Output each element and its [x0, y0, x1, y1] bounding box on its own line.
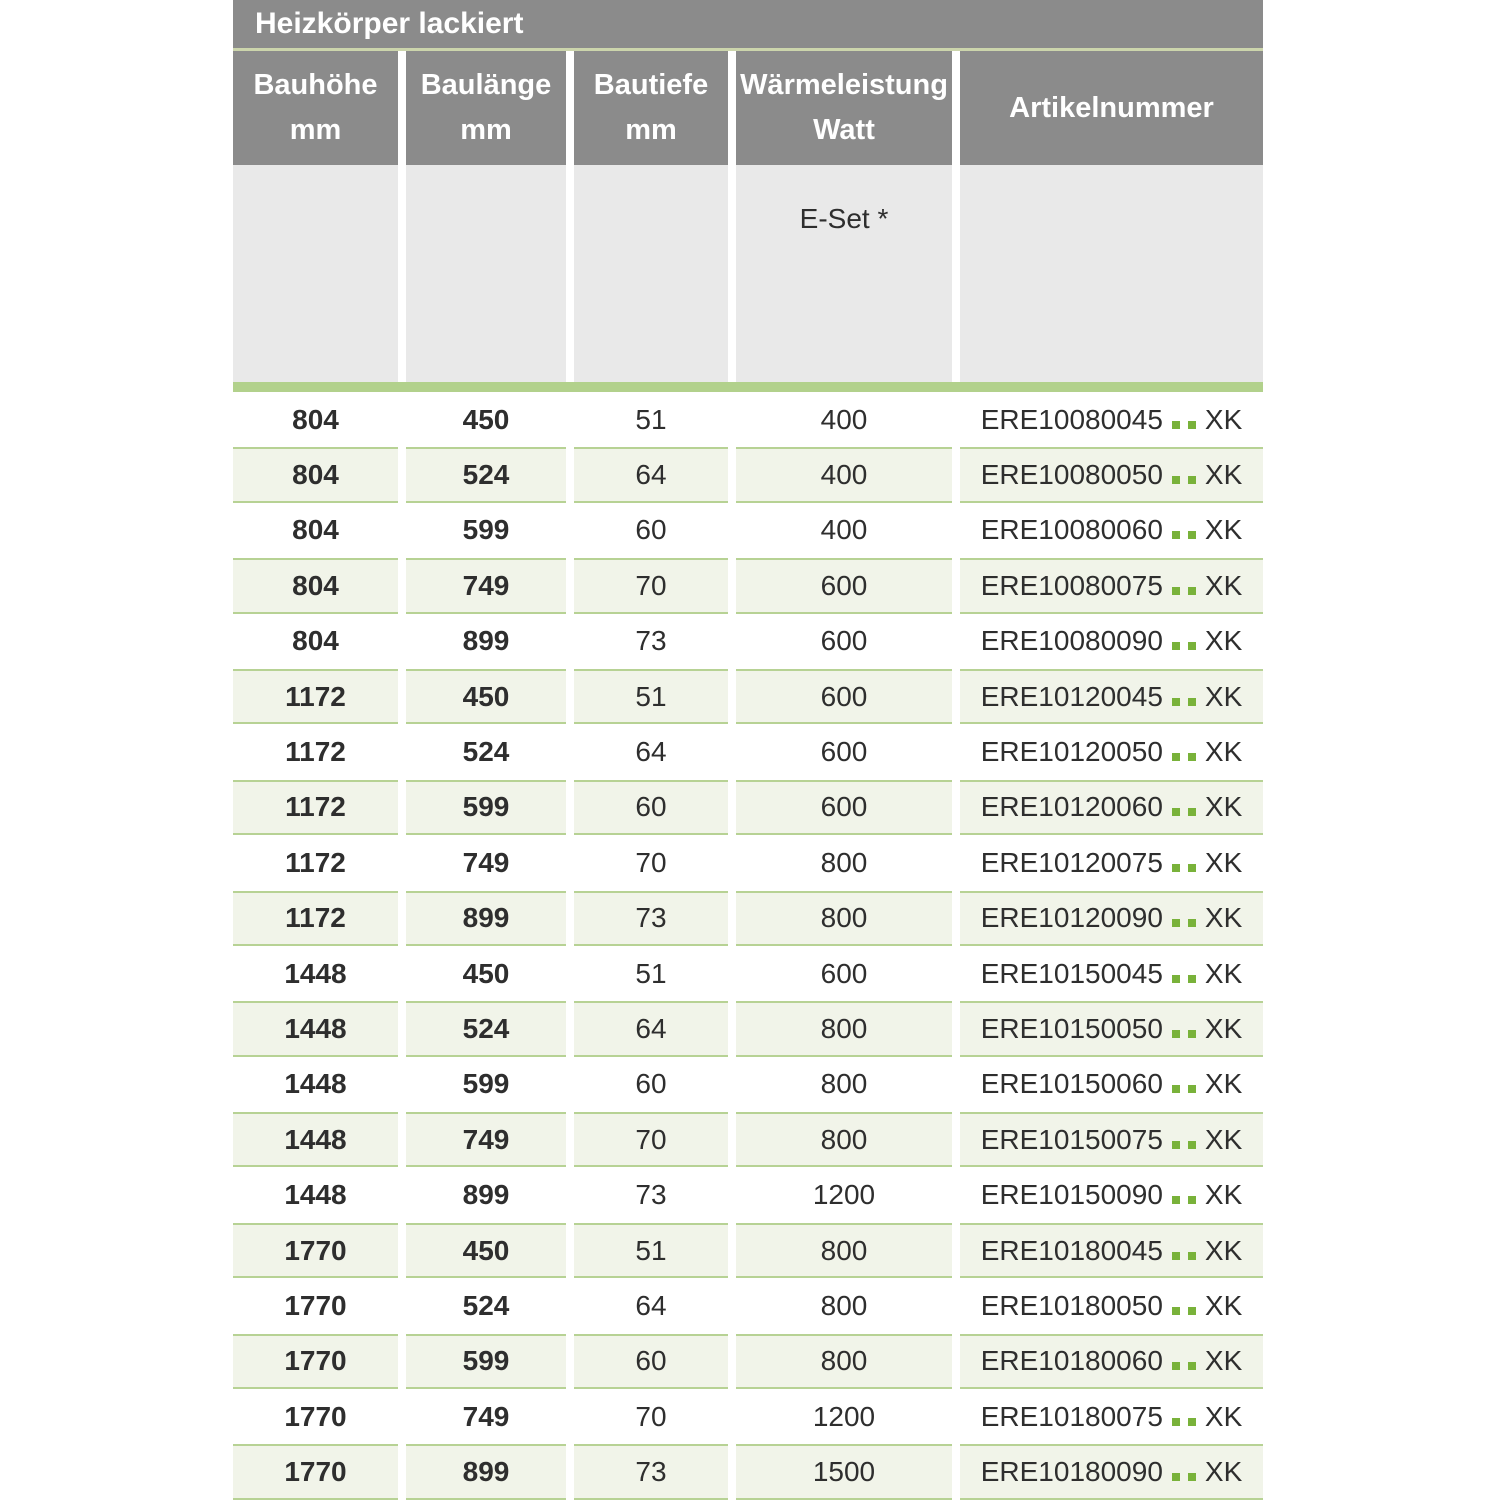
green-dot-icon	[1188, 531, 1196, 539]
green-dot-icon	[1188, 1252, 1196, 1260]
green-dot-icon	[1172, 1418, 1180, 1426]
cell-bauhoehe: 1448	[233, 1001, 398, 1056]
green-dot-icon	[1172, 421, 1180, 429]
cell-bauhoehe: 1172	[285, 736, 346, 768]
green-dot-icon	[1188, 864, 1196, 872]
cell-waermeleistung: 400	[736, 447, 952, 502]
placeholder-dots	[1168, 514, 1200, 546]
cell-artikelnummer	[960, 503, 1263, 558]
header-row	[233, 51, 1263, 165]
artikelnummer-prefix: ERE10150090	[980, 1179, 1163, 1211]
header-bauhoehe-label: Bauhöhe	[253, 69, 378, 102]
artikelnummer-prefix: ERE10180060	[980, 1345, 1163, 1377]
artikelnummer-prefix: ERE10150045	[980, 957, 1163, 989]
cell-artikelnummer	[960, 946, 1263, 1001]
cell-baulaenge: 524	[406, 447, 566, 502]
artikelnummer-suffix: XK	[1204, 1012, 1243, 1044]
cell-baulaenge: 899	[462, 625, 510, 657]
placeholder-dots	[1168, 1456, 1200, 1488]
cell-bautiefe: 60	[635, 514, 667, 546]
cell-bautiefe: 64	[635, 736, 667, 768]
cell-waermeleistung: 800	[820, 846, 868, 878]
cell-waermeleistung: 600	[820, 736, 868, 768]
cell-artikelnummer	[960, 669, 1263, 724]
cell-bauhoehe: 804	[292, 625, 339, 657]
cell-bauhoehe: 1172	[285, 846, 346, 878]
cell-bautiefe: 70	[635, 1400, 667, 1432]
table-row	[233, 1112, 1263, 1167]
green-dot-icon	[1188, 808, 1196, 816]
green-dot-icon	[1172, 1473, 1180, 1481]
cell-bauhoehe: 1172	[233, 891, 398, 946]
cell-bauhoehe: 1770	[233, 1444, 398, 1499]
header-bautiefe	[574, 51, 728, 165]
placeholder-dots	[1168, 570, 1200, 602]
cell-baulaenge: 749	[462, 1400, 510, 1432]
cell-artikelnummer	[960, 614, 1263, 669]
cell-waermeleistung: 400	[820, 403, 868, 435]
artikelnummer-suffix: XK	[1204, 1179, 1243, 1211]
subheader-eset	[736, 165, 952, 382]
cell-baulaenge: 450	[462, 957, 510, 989]
cell-baulaenge: 749	[406, 558, 566, 613]
cell-baulaenge: 899	[406, 891, 566, 946]
green-dot-icon	[1188, 421, 1196, 429]
cell-waermeleistung: 800	[820, 1289, 868, 1321]
placeholder-dots	[1168, 791, 1200, 823]
green-dot-icon	[1172, 476, 1180, 484]
table-row	[233, 669, 1263, 724]
placeholder-dots	[1168, 736, 1200, 768]
green-dot-icon	[1172, 1252, 1180, 1260]
table-row	[233, 1278, 1263, 1333]
artikelnummer-suffix: XK	[1204, 1068, 1243, 1100]
cell-artikelnummer	[960, 1444, 1263, 1499]
cell-baulaenge: 599	[406, 780, 566, 835]
green-dot-icon	[1188, 698, 1196, 706]
green-divider	[233, 382, 1263, 392]
cell-artikelnummer	[960, 724, 1263, 779]
cell-baulaenge: 524	[462, 1289, 510, 1321]
cell-bauhoehe: 1448	[284, 1179, 347, 1211]
green-dot-icon	[1172, 753, 1180, 761]
artikelnummer-prefix: ERE10120090	[980, 902, 1163, 934]
artikelnummer-prefix: ERE10150050	[980, 1012, 1163, 1044]
cell-waermeleistung: 400	[820, 514, 868, 546]
placeholder-dots	[1168, 1345, 1200, 1377]
placeholder-dots	[1168, 1179, 1200, 1211]
subheader-artikelnummer	[960, 165, 1263, 382]
artikelnummer-prefix: ERE10120060	[980, 791, 1163, 823]
table-row	[233, 447, 1263, 502]
cell-waermeleistung: 1200	[812, 1400, 876, 1432]
header-baulaenge-unit: mm	[460, 114, 512, 146]
green-dot-icon	[1172, 975, 1180, 983]
artikelnummer-prefix: ERE10120075	[980, 846, 1163, 878]
cell-bauhoehe: 1172	[233, 669, 398, 724]
placeholder-dots	[1168, 1235, 1200, 1267]
table-row	[233, 1389, 1263, 1444]
table-row	[233, 724, 1263, 779]
cell-bauhoehe: 1448	[284, 957, 347, 989]
artikelnummer-suffix: XK	[1204, 736, 1243, 768]
cell-artikelnummer	[960, 1001, 1263, 1056]
green-dot-icon	[1188, 1473, 1196, 1481]
table-row	[233, 1167, 1263, 1222]
cell-artikelnummer	[960, 780, 1263, 835]
table-row	[233, 1223, 1263, 1278]
artikelnummer-prefix: ERE10180090	[980, 1456, 1163, 1488]
green-dot-icon	[1172, 1307, 1180, 1315]
green-dot-icon	[1172, 1030, 1180, 1038]
artikelnummer-suffix: XK	[1204, 625, 1243, 657]
cell-bauhoehe: 1770	[233, 1334, 398, 1389]
cell-bautiefe: 70	[635, 846, 667, 878]
green-dot-icon	[1188, 476, 1196, 484]
artikelnummer-prefix: ERE10080075	[980, 569, 1163, 601]
cell-bautiefe: 60	[574, 1334, 728, 1389]
artikelnummer-prefix: ERE10150060	[980, 1068, 1163, 1100]
cell-baulaenge: 524	[462, 736, 510, 768]
artikelnummer-suffix: XK	[1204, 1234, 1243, 1266]
cell-bautiefe: 64	[574, 447, 728, 502]
cell-waermeleistung: 800	[736, 891, 952, 946]
green-dot-icon	[1172, 1085, 1180, 1093]
artikelnummer-prefix: ERE10180075	[980, 1400, 1163, 1432]
header-waermeleistung-unit: Watt	[813, 114, 875, 146]
artikelnummer-suffix: XK	[1204, 680, 1243, 712]
cell-artikelnummer	[960, 1389, 1263, 1444]
table-title: Heizkörper lackiert	[255, 7, 524, 40]
cell-baulaenge: 899	[406, 1444, 566, 1499]
cell-baulaenge: 899	[462, 1179, 510, 1211]
header-bauhoehe-unit: mm	[289, 114, 342, 146]
placeholder-dots	[1168, 1068, 1200, 1100]
cell-artikelnummer	[960, 392, 1263, 447]
cell-bautiefe: 60	[635, 1068, 667, 1100]
artikelnummer-suffix: XK	[1204, 957, 1243, 989]
table-row	[233, 503, 1263, 558]
artikelnummer-prefix: ERE10080045	[980, 403, 1163, 435]
cell-bauhoehe: 1770	[233, 1223, 398, 1278]
cell-baulaenge: 524	[406, 1001, 566, 1056]
header-waermeleistung	[736, 51, 952, 165]
placeholder-dots	[1168, 1013, 1200, 1045]
artikelnummer-suffix: XK	[1204, 1289, 1243, 1321]
header-artikelnummer-label: Artikelnummer	[1009, 91, 1214, 124]
cell-waermeleistung: 800	[736, 1112, 952, 1167]
cell-bauhoehe: 1770	[284, 1400, 347, 1432]
cell-baulaenge: 749	[406, 1112, 566, 1167]
green-dot-icon	[1188, 975, 1196, 983]
header-waermeleistung-label: Wärmeleistung	[740, 69, 948, 102]
table-row	[233, 780, 1263, 835]
artikelnummer-prefix: ERE10180045	[980, 1234, 1163, 1266]
table-row	[233, 1001, 1263, 1056]
green-dot-icon	[1172, 587, 1180, 595]
artikelnummer-suffix: XK	[1204, 1123, 1243, 1155]
green-dot-icon	[1172, 1362, 1180, 1370]
cell-bautiefe: 51	[574, 1223, 728, 1278]
artikelnummer-prefix: ERE10080050	[980, 459, 1163, 491]
table-row	[233, 891, 1263, 946]
subheader-bautiefe	[574, 165, 728, 382]
table-body	[233, 392, 1263, 1500]
artikelnummer-prefix: ERE10180050	[980, 1289, 1163, 1321]
cell-artikelnummer	[960, 1223, 1263, 1278]
table-row	[233, 946, 1263, 1001]
header-bauhoehe	[233, 51, 398, 165]
green-dot-icon	[1172, 1196, 1180, 1204]
subheader-row	[233, 165, 1263, 382]
artikelnummer-suffix: XK	[1204, 791, 1243, 823]
green-dot-icon	[1188, 587, 1196, 595]
cell-bautiefe: 51	[635, 403, 667, 435]
artikelnummer-suffix: XK	[1204, 514, 1243, 546]
cell-bautiefe: 73	[635, 625, 667, 657]
table-row	[233, 1334, 1263, 1389]
placeholder-dots	[1168, 404, 1200, 436]
cell-bauhoehe: 1172	[233, 780, 398, 835]
placeholder-dots	[1168, 681, 1200, 713]
green-dot-icon	[1188, 1362, 1196, 1370]
cell-waermeleistung: 1200	[812, 1179, 876, 1211]
cell-artikelnummer	[960, 1167, 1263, 1222]
placeholder-dots	[1168, 1401, 1200, 1433]
artikelnummer-prefix: ERE10150075	[980, 1123, 1163, 1155]
cell-waermeleistung: 800	[736, 1223, 952, 1278]
cell-waermeleistung: 600	[736, 669, 952, 724]
artikelnummer-prefix: ERE10080090	[980, 625, 1163, 657]
placeholder-dots	[1168, 1290, 1200, 1322]
green-dot-icon	[1188, 642, 1196, 650]
header-baulaenge-label: Baulänge	[420, 69, 552, 102]
cell-artikelnummer	[960, 447, 1263, 502]
header-bautiefe-unit: mm	[625, 114, 677, 146]
cell-baulaenge: 749	[462, 846, 510, 878]
radiator-spec-table	[233, 0, 1263, 1500]
header-artikelnummer	[960, 51, 1263, 165]
cell-artikelnummer	[960, 1057, 1263, 1112]
header-bautiefe-label: Bautiefe	[593, 69, 709, 102]
cell-artikelnummer	[960, 1334, 1263, 1389]
cell-bautiefe: 70	[574, 558, 728, 613]
subheader-baulaenge	[406, 165, 566, 382]
green-dot-icon	[1188, 919, 1196, 927]
green-dot-icon	[1172, 1141, 1180, 1149]
artikelnummer-suffix: XK	[1204, 846, 1243, 878]
placeholder-dots	[1168, 847, 1200, 879]
green-dot-icon	[1188, 1418, 1196, 1426]
placeholder-dots	[1168, 902, 1200, 934]
cell-waermeleistung: 1500	[736, 1444, 952, 1499]
table-row	[233, 835, 1263, 890]
cell-waermeleistung: 800	[736, 1334, 952, 1389]
table-row	[233, 1057, 1263, 1112]
cell-bauhoehe: 804	[233, 558, 398, 613]
green-dot-icon	[1172, 808, 1180, 816]
cell-bauhoehe: 804	[292, 403, 339, 435]
green-dot-icon	[1188, 1085, 1196, 1093]
green-dot-icon	[1172, 642, 1180, 650]
cell-baulaenge: 599	[406, 1334, 566, 1389]
cell-baulaenge: 599	[462, 1068, 510, 1100]
cell-bautiefe: 73	[574, 891, 728, 946]
placeholder-dots	[1168, 958, 1200, 990]
cell-artikelnummer	[960, 835, 1263, 890]
artikelnummer-prefix: ERE10120045	[980, 680, 1163, 712]
cell-bauhoehe: 1448	[233, 1112, 398, 1167]
table-row	[233, 1444, 1263, 1499]
cell-baulaenge: 450	[406, 669, 566, 724]
cell-waermeleistung: 600	[820, 957, 868, 989]
cell-baulaenge: 599	[462, 514, 510, 546]
artikelnummer-suffix: XK	[1204, 1456, 1243, 1488]
green-dot-icon	[1188, 1141, 1196, 1149]
artikelnummer-suffix: XK	[1204, 902, 1243, 934]
placeholder-dots	[1168, 625, 1200, 657]
green-dot-icon	[1188, 753, 1196, 761]
artikelnummer-suffix: XK	[1204, 1400, 1243, 1432]
green-dot-icon	[1188, 1196, 1196, 1204]
cell-artikelnummer	[960, 558, 1263, 613]
table-row	[233, 392, 1263, 447]
green-dot-icon	[1172, 698, 1180, 706]
cell-baulaenge: 450	[462, 403, 510, 435]
table-row	[233, 614, 1263, 669]
green-dot-icon	[1172, 864, 1180, 872]
cell-baulaenge: 450	[406, 1223, 566, 1278]
cell-bautiefe: 73	[574, 1444, 728, 1499]
cell-bautiefe: 64	[635, 1289, 667, 1321]
cell-bautiefe: 64	[574, 1001, 728, 1056]
placeholder-dots	[1168, 459, 1200, 491]
green-dot-icon	[1188, 1030, 1196, 1038]
cell-artikelnummer	[960, 1112, 1263, 1167]
cell-waermeleistung: 800	[820, 1068, 868, 1100]
eset-label: E-Set *	[799, 203, 889, 234]
cell-bauhoehe: 804	[292, 514, 339, 546]
header-baulaenge	[406, 51, 566, 165]
cell-bauhoehe: 1770	[284, 1289, 347, 1321]
artikelnummer-suffix: XK	[1204, 569, 1243, 601]
cell-artikelnummer	[960, 1278, 1263, 1333]
artikelnummer-prefix: ERE10080060	[980, 514, 1163, 546]
cell-bautiefe: 51	[635, 957, 667, 989]
artikelnummer-prefix: ERE10120050	[980, 736, 1163, 768]
cell-bautiefe: 51	[574, 669, 728, 724]
artikelnummer-suffix: XK	[1204, 459, 1243, 491]
table-row	[233, 558, 1263, 613]
cell-bautiefe: 70	[574, 1112, 728, 1167]
cell-bautiefe: 73	[635, 1179, 667, 1211]
placeholder-dots	[1168, 1124, 1200, 1156]
green-dot-icon	[1188, 1307, 1196, 1315]
cell-bauhoehe: 1448	[284, 1068, 347, 1100]
cell-bauhoehe: 804	[233, 447, 398, 502]
subheader-bauhoehe	[233, 165, 398, 382]
cell-bautiefe: 60	[574, 780, 728, 835]
cell-waermeleistung: 600	[820, 625, 868, 657]
cell-waermeleistung: 600	[736, 780, 952, 835]
cell-waermeleistung: 600	[736, 558, 952, 613]
green-dot-icon	[1172, 919, 1180, 927]
artikelnummer-suffix: XK	[1204, 1345, 1243, 1377]
cell-waermeleistung: 800	[736, 1001, 952, 1056]
table-title-bar	[233, 0, 1263, 48]
cell-artikelnummer	[960, 891, 1263, 946]
artikelnummer-suffix: XK	[1204, 403, 1243, 435]
green-dot-icon	[1172, 531, 1180, 539]
